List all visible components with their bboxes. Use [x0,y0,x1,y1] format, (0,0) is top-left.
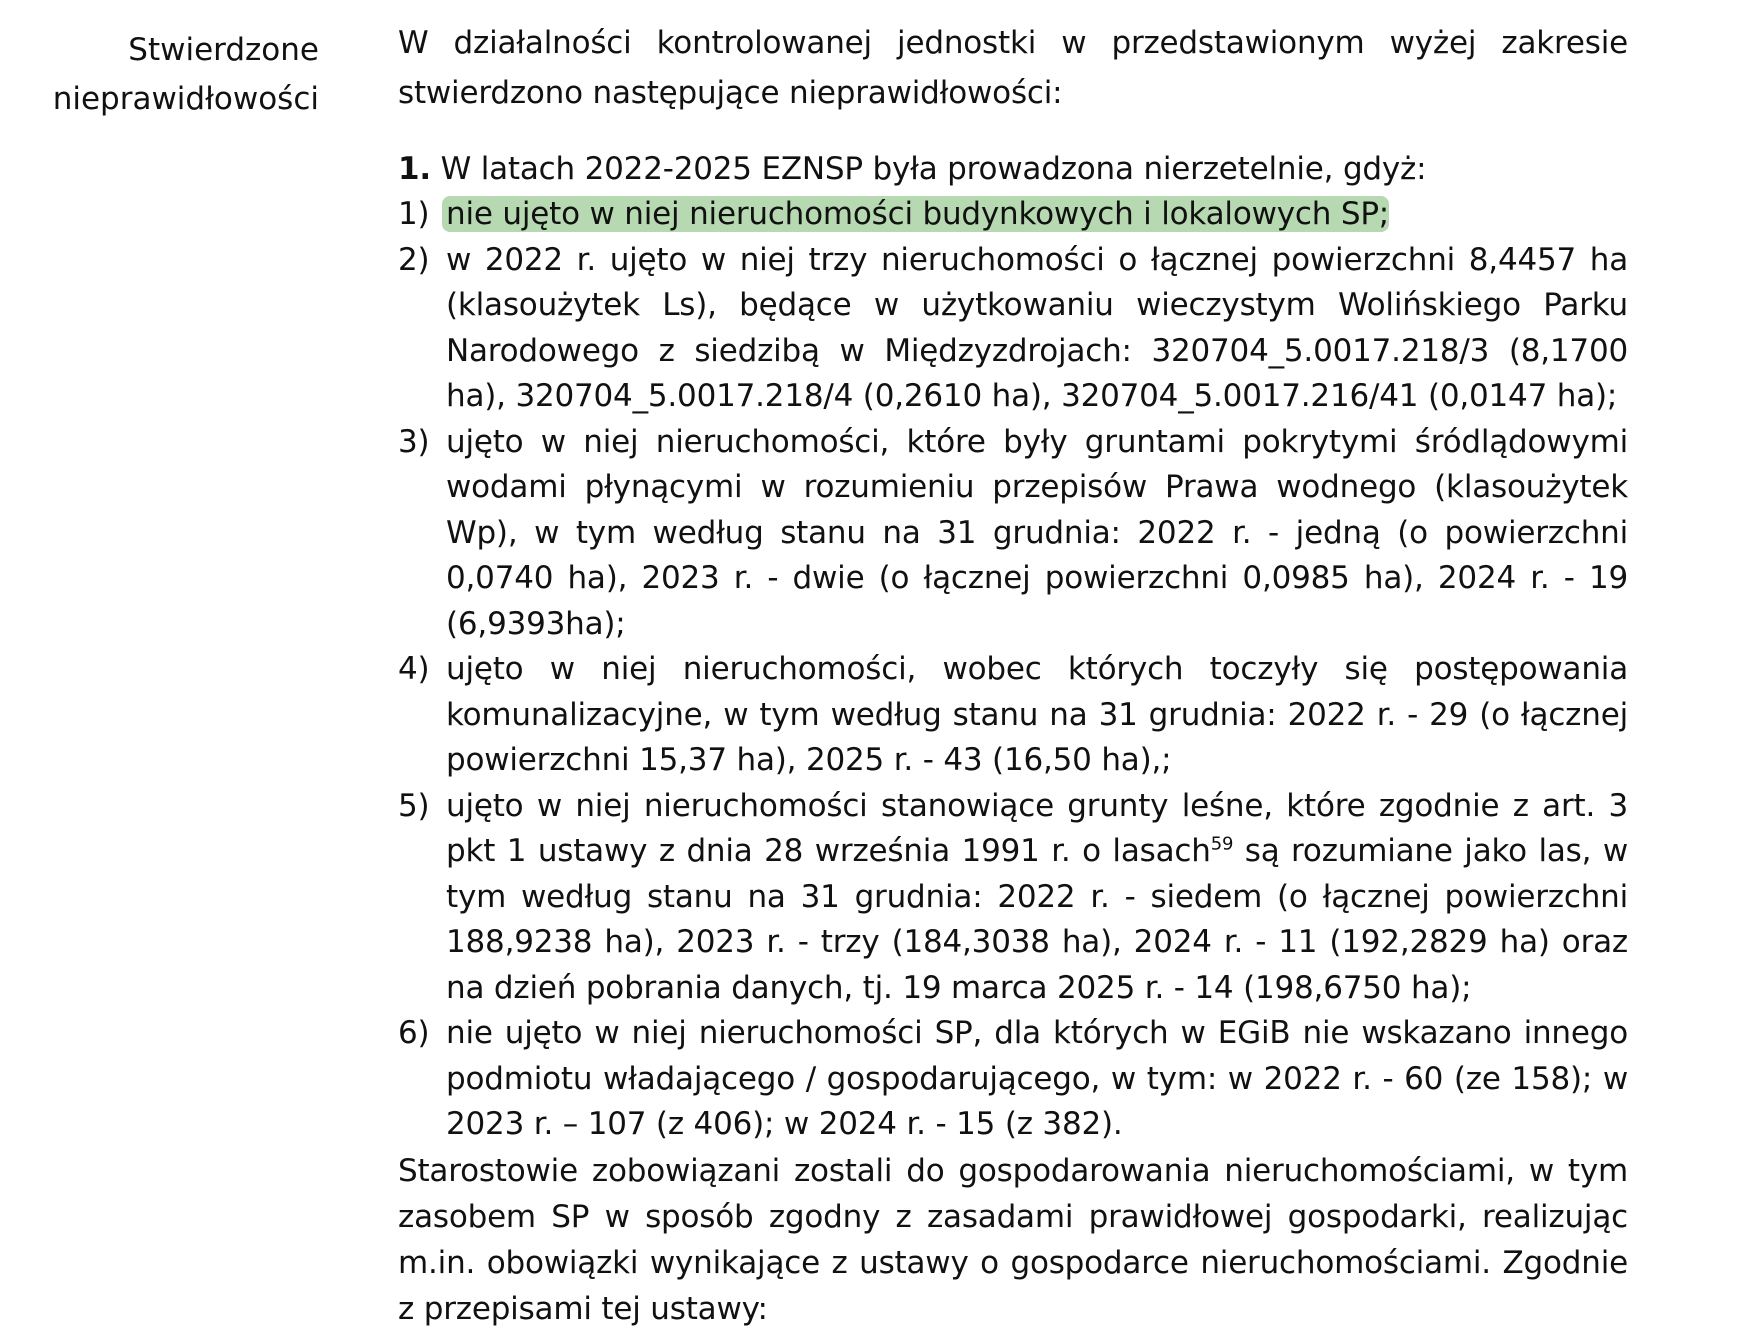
finding-heading [398,146,1628,192]
finding-title-text: W latach 2022-2025 EZNSP była prowadzona nierzetelnie, gdyż: [440,151,1427,187]
document-body [398,18,1628,1332]
list-item-text: w 2022 r. ujęto w niej trzy nieruchomości o łącznej powierzchni 8,4457 ha (klasoużytek Ls), będące w użytkowaniu wieczystym Wolińskiego Parku Narodowego z siedzibą w Międzyzdrojach: 320704_5.0017.218/3 (8,1700 ha), 320704_5.0017.218/4 (0,2610 ha), 320704_5.0017.216/41 (0,0147 ha); [446,241,1628,414]
list-item-number: 6) [398,1015,430,1051]
intro-paragraph: W działalności kontrolowanej jednostki w przedstawionym wyżej zakresie stwierdzono następujące nieprawidłowości: [398,25,1628,111]
list-item-6 [398,1011,1628,1148]
list-item-text: ujęto w niej nieruchomości, które były gruntami pokrytymi śródlądowymi wodami płynącymi w rozumieniu przepisów Prawa wodnego (klasoużytek Wp), w tym według stanu na 31 grudnia: 2022 r. - jedną (o powierzchni 0,0740 ha), 2023 r. - dwie (o łącznej powierzchni 0,0985 ha), 2024 r. - 19 (6,9393ha); [446,423,1628,642]
list-item-text: nie ujęto w niej nieruchomości SP, dla których w EGiB nie wskazano innego podmiotu władającego / gospodarującego, w tym: w 2022 r. - 60 (ze 158); w 2023 r. – 107 (z 406); w 2024 r. - 15 (z 382). [446,1015,1628,1142]
closing-paragraph: Starostowie zobowiązani zostali do gospodarowania nieruchomościami, w tym zasobem SP w sposób zgodny z zasadami prawidłowej gospodarki, realizując m.in. obowiązki wynikające z ustawy o gospodarce nieruchomościami. Zgodnie z przepisami tej ustawy: [398,1152,1628,1327]
list-item-number: 2) [398,241,430,278]
finding-number: 1. [398,151,431,187]
list-item-1[interactable] [398,192,1628,238]
list-item-5 [398,784,1628,1012]
list-item-text-after: są rozumiane jako las, w tym według stanu na 31 grudnia: 2022 r. - siedem (o łącznej powierzchni 188,9238 ha), 2023 r. - trzy (184,3038 ha), 2024 r. - 11 (192,2829 ha) oraz na dzień pobrania danych, tj. 19 marca 2025 r. - 14 (198,6750 ha); [446,833,1628,1006]
section-label: Stwierdzone nieprawidłowości [52,32,319,117]
list-item-text: nie ujęto w niej nieruchomości budynkowych i lokalowych SP; [446,196,1390,232]
findings-list [398,192,1628,1148]
list-item-number: 5) [398,787,430,824]
list-item-number: 4) [398,651,430,687]
list-item-text-before: ujęto w niej nieruchomości stanowiące grunty leśne, które zgodnie z art. 3 pkt 1 ustawy z dnia 28 września 1991 r. o lasach [446,787,1628,869]
list-item-number: 1) [398,196,430,232]
list-item-2 [398,238,1628,420]
footnote-ref[interactable]: 59 [1210,833,1234,855]
list-item-number: 3) [398,423,430,460]
text-highlight[interactable] [398,196,1390,232]
list-item-3 [398,420,1628,648]
list-item-4 [398,647,1628,784]
list-item-text: ujęto w niej nieruchomości, wobec których toczyły się postępowania komunalizacyjne, w tym według stanu na 31 grudnia: 2022 r. - 29 (o łącznej powierzchni 15,37 ha), 2025 r. - 43 (16,50 ha),; [446,651,1628,778]
